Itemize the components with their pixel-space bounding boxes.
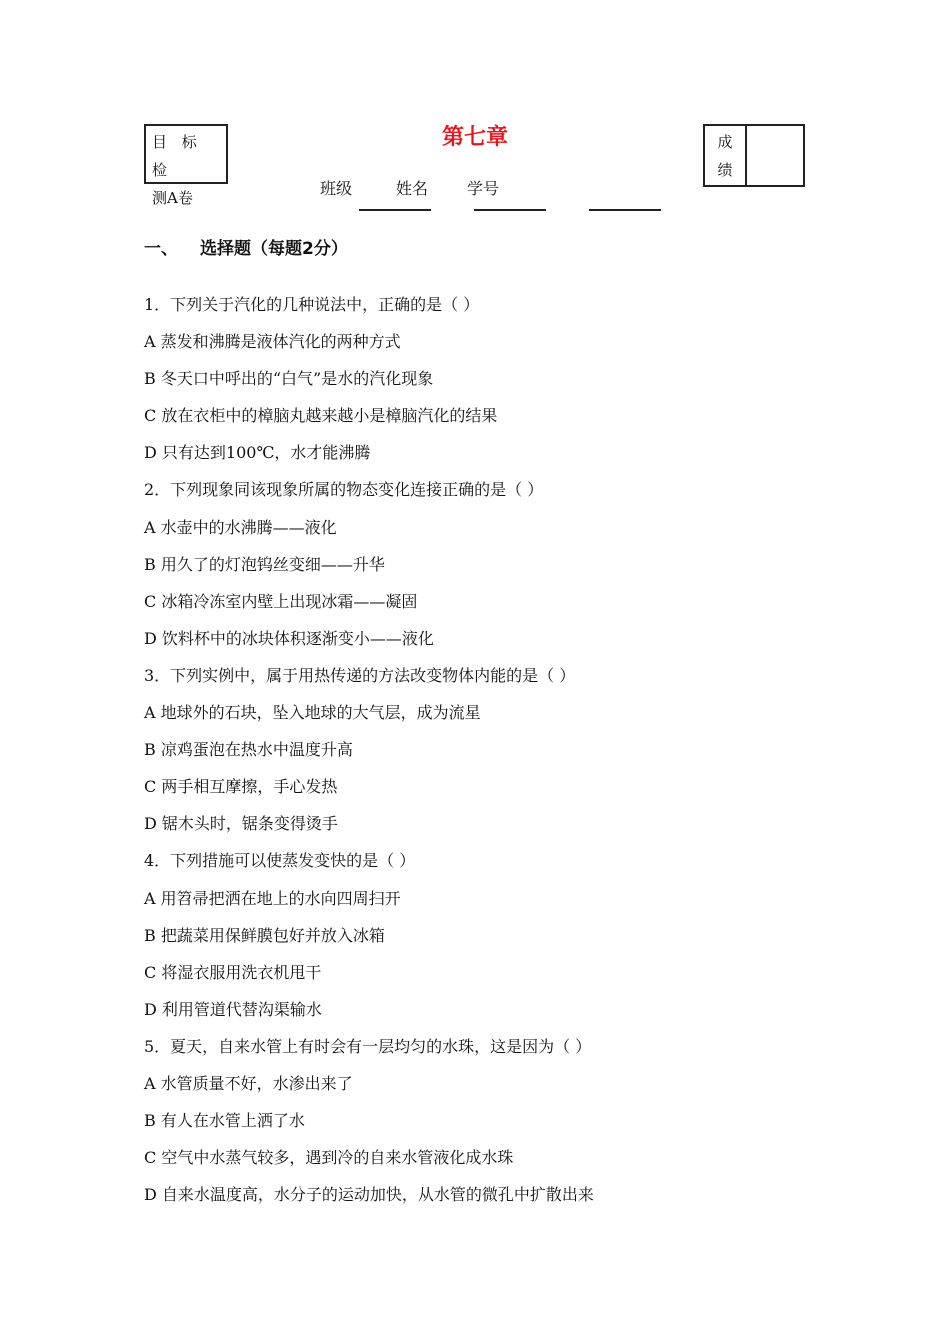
answer-option: D 只有达到100℃，水才能沸腾 <box>144 443 371 463</box>
answer-option: D 自来水温度高，水分子的运动加快，从水管的微孔中扩散出来 <box>144 1185 594 1205</box>
class-label: 班级 <box>320 179 353 198</box>
answer-option: B 用久了的灯泡钨丝变细——升华 <box>144 554 385 574</box>
student-id-field[interactable] <box>589 209 661 211</box>
answer-option: D 利用管道代替沟渠输水 <box>144 999 322 1019</box>
name-label: 姓名 <box>396 179 429 198</box>
score-field[interactable] <box>747 126 803 185</box>
answer-option: C 两手相互摩擦，手心发热 <box>144 777 338 797</box>
question-stem: 5．夏天，自来水管上有时会有一层均匀的水珠，这是因为（ ） <box>144 1036 592 1056</box>
question-stem: 2．下列现象同该现象所属的物态变化连接正确的是（ ） <box>144 480 544 500</box>
answer-option: A 水壶中的水沸腾——液化 <box>144 517 337 537</box>
test-type-box <box>144 124 228 207</box>
score-label <box>705 126 747 185</box>
page-title: 第七章 <box>441 125 508 150</box>
question-list <box>144 293 594 1220</box>
score-box <box>703 124 805 187</box>
answer-option: B 凉鸡蛋泡在热水中温度升高 <box>144 740 353 760</box>
test-type-line-2: 测A卷 <box>152 189 193 207</box>
question-stem: 1．下列关于汽化的几种说法中，正确的是（ ） <box>144 295 480 314</box>
answer-option: C 冰箱冷冻室内壁上出现冰霜——凝固 <box>144 591 418 611</box>
test-type-line-1: 目 标 检 <box>152 133 202 179</box>
student-id-label: 学号 <box>467 179 500 198</box>
section-heading <box>144 234 348 259</box>
answer-option: B 有人在水管上洒了水 <box>144 1111 305 1131</box>
question-stem: 3．下列实例中，属于用热传递的方法改变物体内能的是（ ） <box>144 665 576 685</box>
name-field[interactable] <box>474 209 546 211</box>
answer-option: C 将湿衣服用洗衣机甩干 <box>144 962 322 982</box>
answer-option: D 锯木头时，锯条变得烫手 <box>144 814 338 834</box>
answer-option: B 把蔬菜用保鲜膜包好并放入冰箱 <box>144 925 385 945</box>
class-field[interactable] <box>359 209 431 211</box>
answer-option: A 水管质量不好，水渗出来了 <box>144 1073 353 1093</box>
answer-option: A 用笤帚把洒在地上的水向四周扫开 <box>144 888 401 908</box>
section-title: 选择题（每题2分） <box>200 239 348 259</box>
answer-option: D 饮料杯中的冰块体积逐渐变小——液化 <box>144 628 434 648</box>
answer-option: A 蒸发和沸腾是液体汽化的两种方式 <box>144 332 401 352</box>
answer-option: A 地球外的石块，坠入地球的大气层，成为流星 <box>144 703 481 723</box>
section-number: 一、 <box>144 239 178 259</box>
score-label-line-1: 成 <box>717 133 733 151</box>
answer-option: B 冬天口中呼出的“白气”是水的汽化现象 <box>144 369 434 389</box>
answer-option: C 放在衣柜中的樟脑丸越来越小是樟脑汽化的结果 <box>144 406 498 426</box>
score-label-line-2: 绩 <box>717 161 733 179</box>
answer-option: C 空气中水蒸气较多，遇到冷的自来水管液化成水珠 <box>144 1148 514 1168</box>
question-stem: 4．下列措施可以使蒸发变快的是（ ） <box>144 851 416 871</box>
